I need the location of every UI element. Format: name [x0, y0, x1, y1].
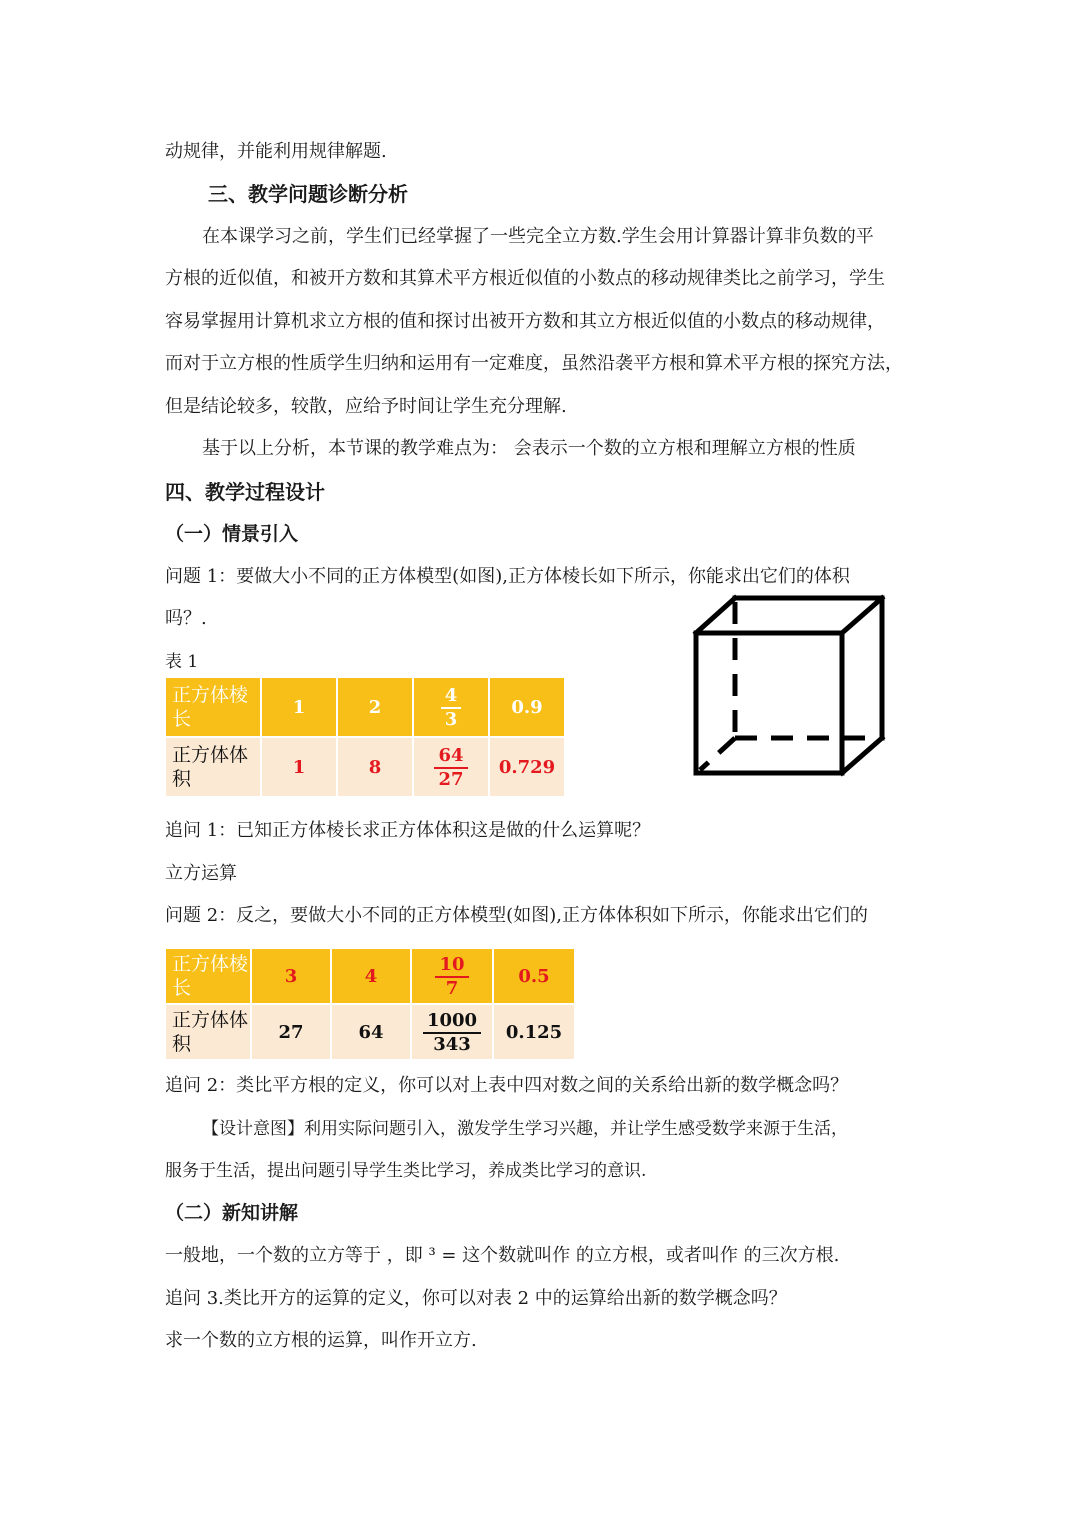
table-1-row-label: 正方体棱长 [165, 677, 261, 737]
table-cell: 0.125 [493, 1004, 575, 1060]
table-1-caption: 表 1 [165, 652, 199, 672]
cube-edge [842, 738, 882, 773]
fraction [423, 1011, 481, 1055]
table-cell: 2 [337, 677, 413, 737]
text-line: 动规律，并能利用规律解题. [165, 141, 387, 162]
fraction-numerator: 1000 [423, 1011, 481, 1034]
table-cell: 0.9 [489, 677, 565, 737]
table-cell [411, 1004, 493, 1060]
section-heading-4: 四、教学过程设计 [165, 480, 325, 504]
fraction-denominator: 343 [433, 1033, 471, 1055]
subsection-heading-1: （一）情景引入 [165, 523, 299, 545]
table-cell: 27 [251, 1004, 331, 1060]
table-2-row-label: 正方体体积 [165, 1004, 251, 1060]
fraction-numerator: 4 [441, 686, 462, 709]
followup-1-answer: 立方运算 [165, 863, 237, 884]
definition-line: 一般地，一个数的立方等于 ，即 ³ = 这个数就叫作 的立方根，或者叫作 的三次方根. [165, 1245, 840, 1266]
cube-front-face [696, 633, 842, 773]
cube-hidden-edge [700, 738, 735, 770]
fraction-denominator: 27 [438, 768, 464, 790]
table-1-row-edge [165, 677, 565, 737]
table-cell: 4 [331, 948, 411, 1004]
design-intent-line: 【设计意图】利用实际问题引入，激发学生学习兴趣，并让学生感受数学来源于生活， [202, 1119, 848, 1139]
fraction-denominator: 3 [444, 708, 458, 730]
table-cell [411, 948, 493, 1004]
definition-line: 求一个数的立方根的运算，叫作开立方. [165, 1330, 477, 1351]
table-cell: 0.5 [493, 948, 575, 1004]
fraction-numerator: 10 [435, 955, 468, 978]
paragraph-line: 在本课学习之前，学生们已经掌握了一些完全立方数.学生会用计算器计算非负数的平 [202, 226, 874, 247]
question-1-line: 问题 1：要做大小不同的正方体模型(如图),正方体棱长如下所示，你能求出它们的体积 [165, 566, 850, 587]
table-2 [164, 947, 576, 1061]
fraction-numerator: 64 [434, 746, 467, 769]
table-1-row-volume [165, 737, 565, 797]
paragraph-line: 容易掌握用计算机求立方根的值和探讨出被开方数和其立方根近似值的小数点的移动规律， [165, 311, 885, 332]
design-intent-line: 服务于生活，提出问题引导学生类比学习，养成类比学习的意识. [165, 1161, 647, 1181]
table-1 [164, 676, 566, 798]
followup-2: 追问 2：类比平方根的定义，你可以对上表中四对数之间的关系给出新的数学概念吗？ [165, 1075, 849, 1096]
table-cell: 3 [251, 948, 331, 1004]
cube-edge [842, 598, 882, 633]
section-heading-3: 三、教学问题诊断分析 [208, 182, 408, 206]
fraction [435, 955, 468, 999]
table-1-row-label: 正方体体积 [165, 737, 261, 797]
table-cell: 1 [261, 737, 337, 797]
table-2-row-volume [165, 1004, 575, 1060]
paragraph-line: 而对于立方根的性质学生归纳和运用有一定难度，虽然沿袭平方根和算术平方根的探究方法， [165, 353, 903, 374]
table-cell: 8 [337, 737, 413, 797]
fraction-denominator: 7 [445, 977, 459, 999]
followup-3: 追问 3.类比开方的运算的定义，你可以对表 2 中的运算给出新的数学概念吗？ [165, 1288, 787, 1309]
question-2-line: 问题 2：反之，要做大小不同的正方体模型(如图),正方体体积如下所示，你能求出它们的 [165, 905, 868, 926]
subsection-heading-2: （二）新知讲解 [165, 1202, 299, 1224]
table-cell: 0.729 [489, 737, 565, 797]
table-2-row-edge [165, 948, 575, 1004]
question-1-line: 吗？. [165, 608, 207, 629]
fraction [441, 686, 462, 730]
followup-1: 追问 1：已知正方体棱长求正方体体积这是做的什么运算呢？ [165, 820, 651, 841]
table-cell: 1 [261, 677, 337, 737]
cube-edge [696, 598, 735, 633]
cube-figure [690, 590, 890, 780]
paragraph-line: 但是结论较多，较散，应给予时间让学生充分理解. [165, 396, 567, 417]
table-cell [413, 677, 489, 737]
table-cell [413, 737, 489, 797]
paragraph-line: 方根的近似值，和被开方数和其算术平方根近似值的小数点的移动规律类比之前学习，学生 [165, 268, 885, 289]
table-2-row-label: 正方体棱长 [165, 948, 251, 1004]
table-cell: 64 [331, 1004, 411, 1060]
paragraph-line: 基于以上分析，本节课的教学难点为： 会表示一个数的立方根和理解立方根的性质 [202, 438, 856, 459]
fraction [434, 746, 467, 790]
